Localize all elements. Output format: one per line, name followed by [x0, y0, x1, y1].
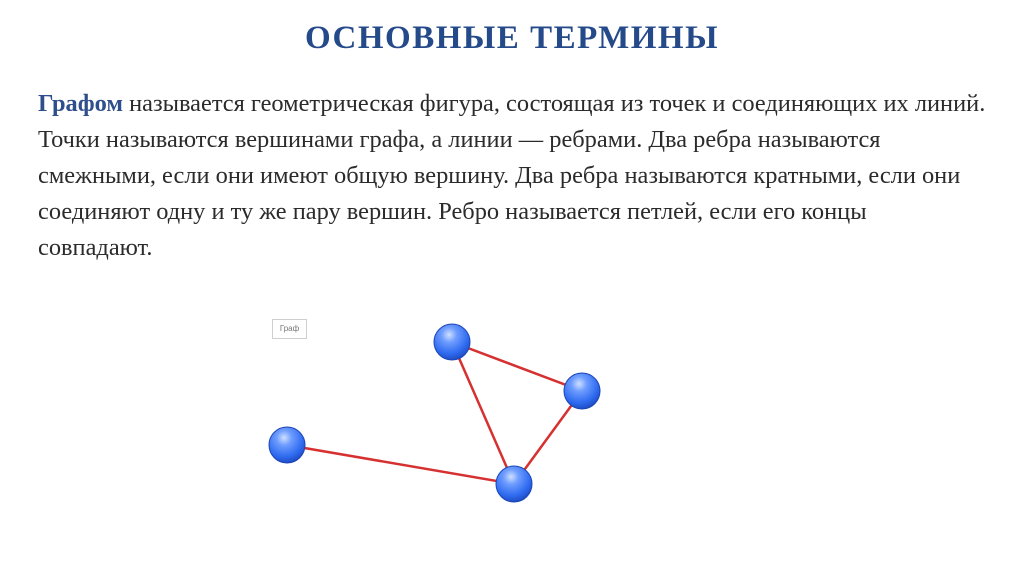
graph-vertex	[269, 427, 305, 463]
graph-edges	[287, 342, 582, 484]
definition-text: называется геометрическая фигура, состоящая из точек и соединяющих их линий. Точки называются вершинами графа, а линии — ребрами. Два ребра называются смежными, если они имеют общую вершину. Два ребра называются кратными, если они соединяют одну и ту же пару вершин. Ребро называется петлей, если его концы совпадают.	[38, 90, 986, 261]
slide-title: ОСНОВНЫЕ ТЕРМИНЫ	[304, 20, 720, 56]
graph-edge	[452, 342, 514, 484]
graph-vertices	[269, 324, 600, 502]
graph-label: Граф	[272, 319, 307, 339]
graph-vertex	[496, 466, 532, 502]
term-graph: Графом	[38, 90, 123, 117]
graph-vertex	[564, 373, 600, 409]
graph-edge	[287, 445, 514, 484]
graph-vertex	[434, 324, 470, 360]
